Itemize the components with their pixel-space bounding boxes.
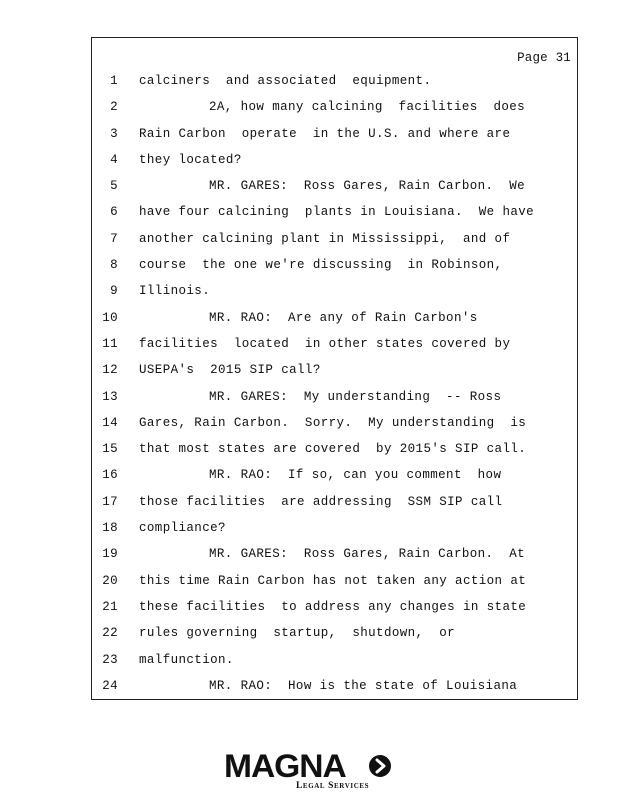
transcript-line — [92, 519, 577, 545]
line-number: 8 — [110, 258, 118, 273]
line-number: 7 — [110, 231, 118, 246]
line-number: 10 — [102, 310, 118, 325]
line-number: 18 — [102, 521, 118, 536]
transcript-line — [92, 203, 577, 229]
line-text: facilities located in other states covered by — [139, 336, 511, 351]
line-text: 2A, how many calcining facilities does — [209, 100, 526, 115]
line-number: 17 — [102, 494, 118, 509]
line-text: Rain Carbon operate in the U.S. and where are — [139, 126, 511, 141]
transcript-line — [92, 598, 577, 624]
line-text: another calcining plant in Mississippi, and of — [139, 231, 511, 246]
page-number: Page 31 — [517, 51, 571, 65]
line-text: those facilities are addressing SSM SIP call — [139, 494, 503, 509]
line-text: MR. RAO: How is the state of Louisiana — [209, 678, 518, 693]
transcript-line — [92, 677, 577, 703]
transcript-lines — [92, 72, 577, 703]
line-number: 5 — [110, 179, 118, 194]
line-number: 20 — [102, 573, 118, 588]
transcript-line — [92, 98, 577, 124]
line-number: 15 — [102, 442, 118, 457]
transcript-line — [92, 151, 577, 177]
line-text: MR. GARES: Ross Gares, Rain Carbon. We — [209, 179, 526, 194]
line-number: 19 — [102, 547, 118, 562]
line-text: course the one we're discussing in Robinson, — [139, 258, 503, 273]
transcript-page — [91, 37, 578, 700]
line-text: USEPA's 2015 SIP call? — [139, 363, 321, 378]
line-number: 3 — [110, 126, 118, 141]
line-text: calciners and associated equipment. — [139, 74, 432, 88]
transcript-line — [92, 72, 577, 98]
line-text: malfunction. — [139, 652, 234, 667]
line-number: 2 — [110, 100, 118, 115]
transcript-line — [92, 545, 577, 571]
line-text: MR. RAO: Are any of Rain Carbon's — [209, 310, 478, 325]
line-text: that most states are covered by 2015's SIP call. — [139, 442, 527, 457]
transcript-line — [92, 651, 577, 677]
line-number: 4 — [110, 152, 118, 167]
transcript-line — [92, 177, 577, 203]
magna-logo — [224, 748, 394, 794]
transcript-line — [92, 256, 577, 282]
transcript-line — [92, 624, 577, 650]
chevron-right-circle-icon — [369, 755, 391, 777]
line-number: 23 — [102, 652, 118, 667]
logo-subtitle: Legal Services — [296, 781, 370, 791]
transcript-line — [92, 466, 577, 492]
transcript-line — [92, 125, 577, 151]
line-text: they located? — [139, 152, 242, 167]
transcript-line — [92, 493, 577, 519]
line-text: Gares, Rain Carbon. Sorry. My understanding is — [139, 415, 527, 430]
line-number: 6 — [110, 205, 118, 220]
line-number: 24 — [102, 678, 118, 693]
line-text: compliance? — [139, 521, 226, 536]
logo-wordmark: MAGNA — [224, 748, 346, 784]
line-text: these facilities to address any changes in state — [139, 599, 527, 614]
line-text: MR. RAO: If so, can you comment how — [209, 468, 502, 483]
line-number: 1 — [110, 74, 118, 88]
transcript-line — [92, 230, 577, 256]
line-text: this time Rain Carbon has not taken any action at — [139, 573, 527, 588]
line-number: 22 — [102, 626, 118, 641]
line-number: 14 — [102, 415, 118, 430]
line-number: 13 — [102, 389, 118, 404]
line-text: MR. GARES: My understanding -- Ross — [209, 389, 502, 404]
line-number: 12 — [102, 363, 118, 378]
line-text: rules governing startup, shutdown, or — [139, 626, 456, 641]
line-number: 9 — [110, 284, 118, 299]
transcript-line — [92, 572, 577, 598]
line-text: have four calcining plants in Louisiana. We have — [139, 205, 535, 220]
line-number: 21 — [102, 599, 118, 614]
transcript-line — [92, 440, 577, 466]
line-number: 11 — [102, 336, 118, 351]
transcript-line — [92, 361, 577, 387]
line-text: Illinois. — [139, 284, 211, 299]
transcript-line — [92, 309, 577, 335]
line-number: 16 — [102, 468, 118, 483]
transcript-line — [92, 282, 577, 308]
line-text: MR. GARES: Ross Gares, Rain Carbon. At — [209, 547, 526, 562]
transcript-line — [92, 335, 577, 361]
transcript-line — [92, 414, 577, 440]
transcript-line — [92, 388, 577, 414]
